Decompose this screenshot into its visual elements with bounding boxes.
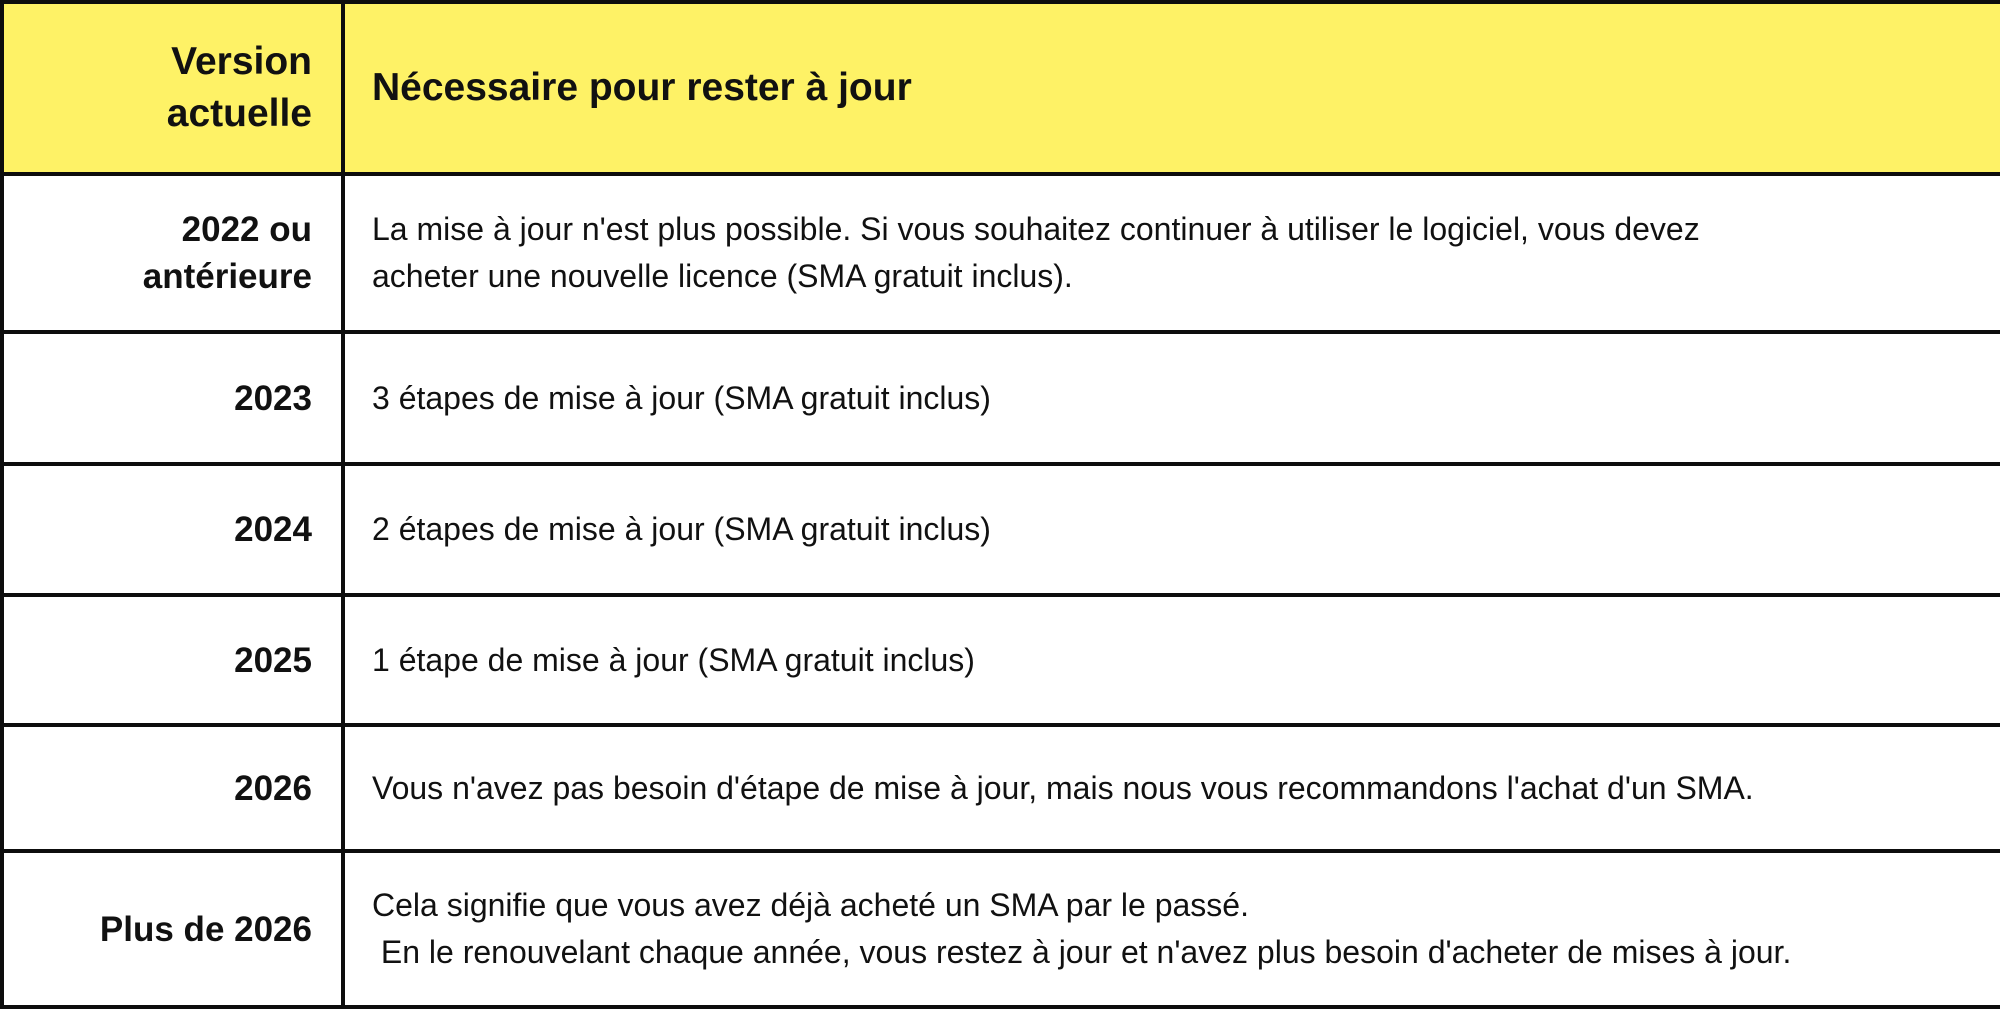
description-cell: 2 étapes de mise à jour (SMA gratuit inclus) — [343, 464, 2000, 595]
description-line2: acheter une nouvelle licence (SMA gratuit inclus). — [372, 258, 1073, 294]
table-row — [2, 851, 2000, 1007]
description-cell: 1 étape de mise à jour (SMA gratuit inclus) — [343, 595, 2000, 725]
table-row — [2, 725, 2000, 851]
header-row — [2, 2, 2000, 174]
table-row — [2, 174, 2000, 332]
version-line2: antérieure — [142, 257, 312, 296]
description-cell — [343, 174, 2000, 332]
version-cell: Plus de 2026 — [2, 851, 343, 1007]
description-line2: En le renouvelant chaque année, vous restez à jour et n'avez plus besoin d'acheter de mises à jour. — [372, 934, 1792, 970]
version-cell — [2, 174, 343, 332]
version-cell: 2025 — [2, 595, 343, 725]
description-cell: 3 étapes de mise à jour (SMA gratuit inclus) — [343, 332, 2000, 464]
header-version — [2, 2, 343, 174]
header-required: Nécessaire pour rester à jour — [343, 2, 2000, 174]
description-cell — [343, 851, 2000, 1007]
description-cell: Vous n'avez pas besoin d'étape de mise à jour, mais nous vous recommandons l'achat d'un SMA. — [343, 725, 2000, 851]
description-line1: La mise à jour n'est plus possible. Si vous souhaitez continuer à utiliser le logiciel, vous devez — [372, 211, 1700, 247]
table-row — [2, 332, 2000, 464]
table-body — [2, 174, 2000, 1007]
header-version-line2: actuelle — [166, 92, 312, 135]
version-line1: 2022 ou — [181, 210, 312, 249]
version-cell: 2023 — [2, 332, 343, 464]
table-row — [2, 464, 2000, 595]
version-cell: 2024 — [2, 464, 343, 595]
table-row — [2, 595, 2000, 725]
table-header — [2, 2, 2000, 174]
version-cell: 2026 — [2, 725, 343, 851]
header-version-line1: Version — [171, 40, 312, 83]
description-line1: Cela signifie que vous avez déjà acheté un SMA par le passé. — [372, 887, 1249, 923]
